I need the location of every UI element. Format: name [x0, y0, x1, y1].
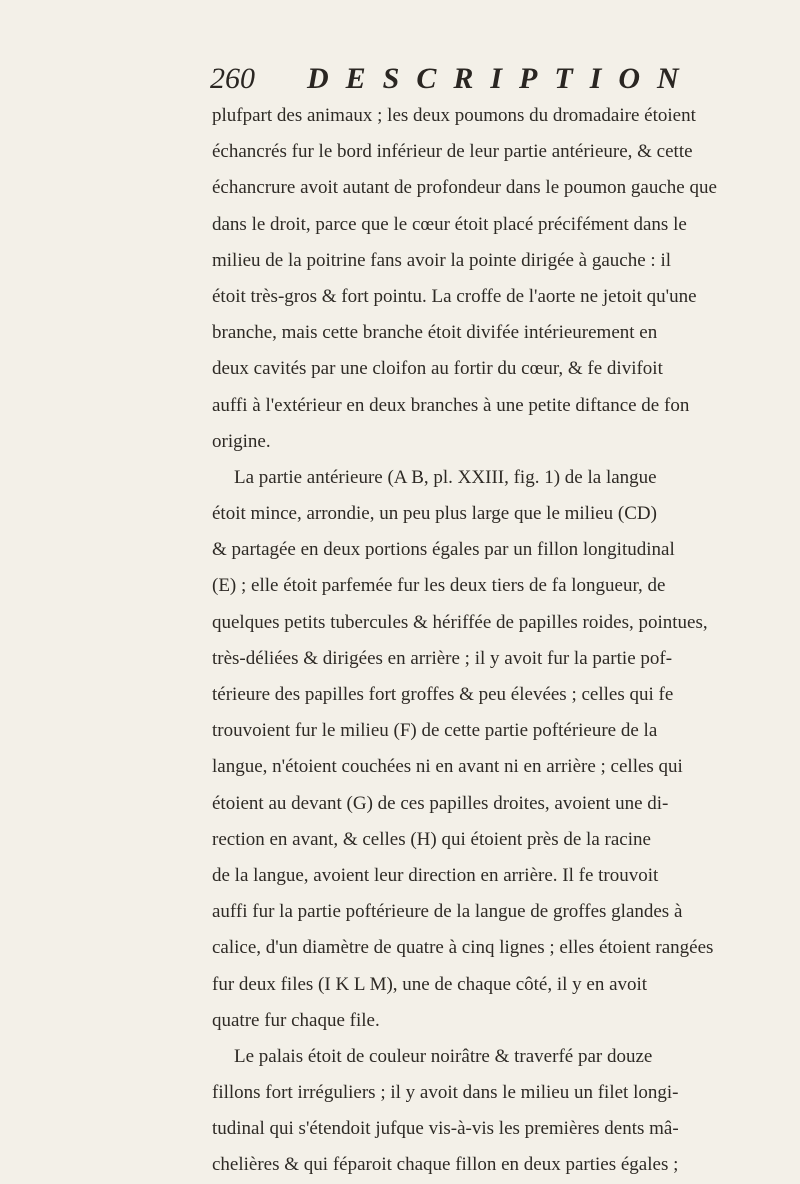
text-line: langue, n'étoient couchées ni en avant ni en arrière ; celles qui [212, 756, 683, 778]
text-line: auffi à l'extérieur en deux branches à une petite diftance de fon [212, 394, 690, 416]
text-line: de la langue, avoient leur direction en arrière. Il fe trouvoit [212, 864, 659, 886]
page-header [210, 62, 696, 96]
text-line: trouvoient fur le milieu (F) de cette partie poftérieure de la [212, 720, 658, 742]
text-line: quatre fur chaque file. [212, 1009, 380, 1031]
text-line: milieu de la poitrine fans avoir la pointe dirigée à gauche : il [212, 249, 672, 271]
text-line: branche, mais cette branche étoit divifée intérieurement en [212, 322, 658, 344]
text-line: tudinal qui s'étendoit jufque vis-à-vis les premières dents mâ- [212, 1118, 679, 1140]
text-line: origine. [212, 430, 271, 452]
text-line: très-déliées & dirigées en arrière ; il y avoit fur la partie pof- [212, 647, 673, 669]
text-line: La partie antérieure (A B, pl. XXIII, fig. 1) de la langue [234, 466, 657, 488]
text-line: étoit mince, arrondie, un peu plus large que le milieu (CD) [212, 503, 657, 525]
text-line: chelières & qui féparoit chaque fillon en deux parties égales ; [212, 1154, 679, 1176]
text-line: dans le droit, parce que le cœur étoit placé précifément dans le [212, 213, 687, 235]
running-title: DESCRIPTION [307, 62, 696, 95]
text-line: plufpart des animaux ; les deux poumons du dromadaire étoient [212, 105, 696, 126]
text-line: échancrés fur le bord inférieur de leur partie antérieure, & cette [212, 141, 693, 163]
text-line: fillons fort irréguliers ; il y avoit dans le milieu un filet longi- [212, 1082, 679, 1104]
body-text [212, 98, 717, 1184]
text-line: fur deux files (I K L M), une de chaque côté, il y en avoit [212, 973, 648, 995]
text-line: Le palais étoit de couleur noirâtre & traverfé par douze [234, 1045, 653, 1067]
text-line: rection en avant, & celles (H) qui étoient près de la racine [212, 828, 651, 850]
text-line: térieure des papilles fort groffes & peu élevées ; celles qui fe [212, 684, 674, 705]
text-line: étoit très-gros & fort pointu. La croffe de l'aorte ne jetoit qu'une [212, 285, 697, 307]
text-line: calice, d'un diamètre de quatre à cinq lignes ; elles étoient rangées [212, 937, 714, 959]
text-line: quelques petits tubercules & hériffée de papilles roides, pointues, [212, 611, 708, 633]
text-line: & partagée en deux portions égales par un fillon longitudinal [212, 539, 675, 561]
text-line: auffi fur la partie poftérieure de la langue de groffes glandes à [212, 901, 683, 923]
text-line: étoient au devant (G) de ces papilles droites, avoient une di- [212, 792, 669, 814]
text-line: (E) ; elle étoit parfemée fur les deux tiers de fa longueur, de [212, 575, 666, 597]
text-line: échancrure avoit autant de profondeur dans le poumon gauche que [212, 177, 717, 199]
text-line: deux cavités par une cloifon au fortir du cœur, & fe divifoit [212, 358, 663, 380]
page-number: 260 [210, 62, 255, 95]
